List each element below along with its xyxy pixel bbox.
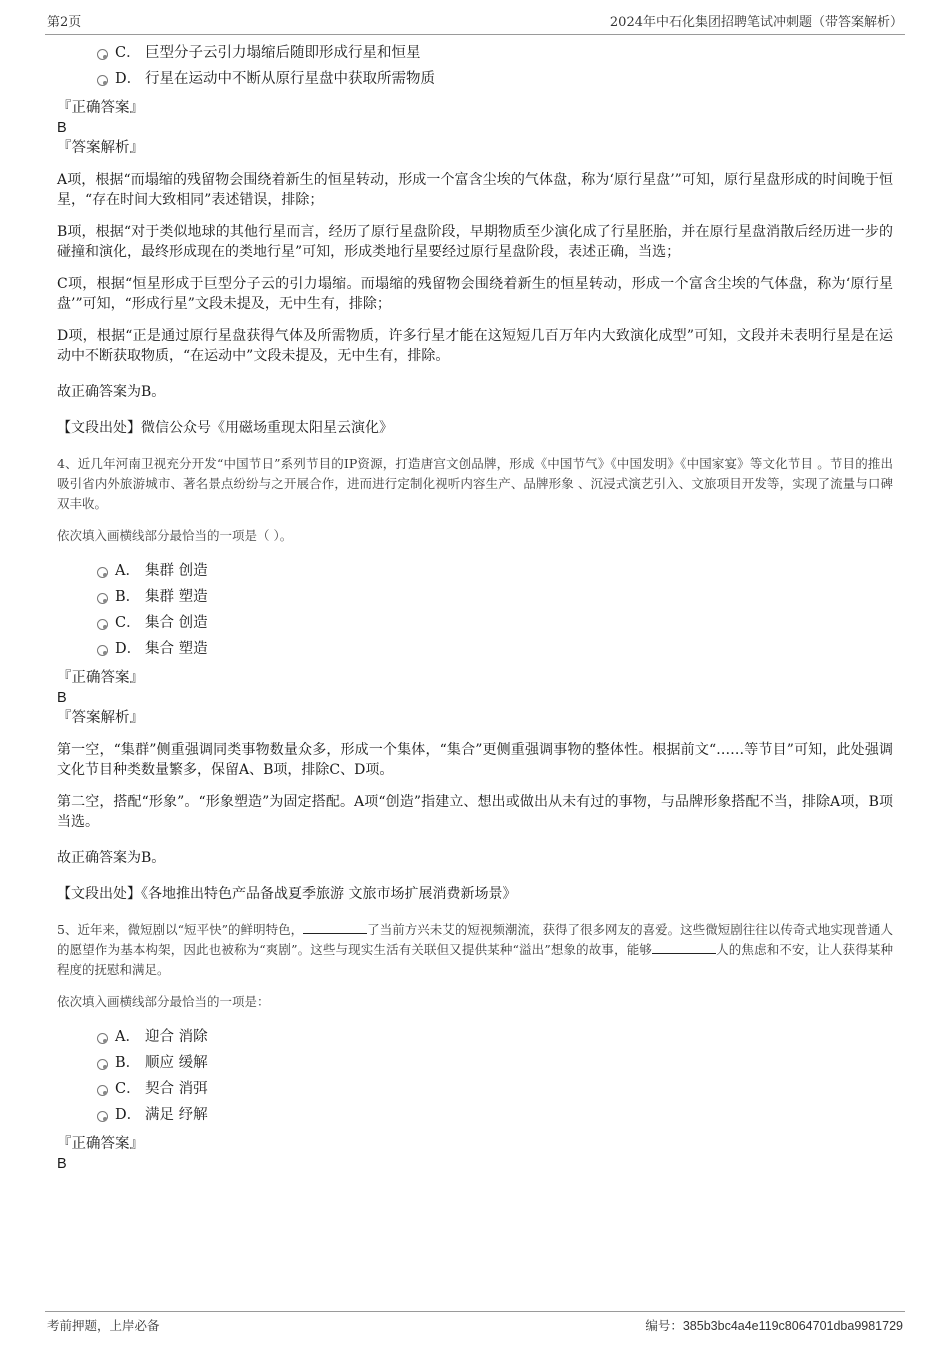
option-text: 巨型分子云引力塌缩后随即形成行星和恒星	[145, 45, 421, 61]
q4-answer: B	[57, 690, 67, 706]
radio-icon[interactable]	[97, 49, 108, 60]
q5-option-c[interactable]	[57, 1076, 893, 1102]
q5-option-d[interactable]	[57, 1102, 893, 1128]
blank-line	[652, 941, 716, 954]
q3-option-c[interactable]	[57, 40, 893, 66]
q3-conclusion: 故正确答案为B。	[57, 384, 166, 400]
option-letter: C．	[115, 45, 141, 61]
q4-prompt: 依次填入画横线部分最恰当的一项是（ ）。	[57, 528, 293, 543]
q4-option-b[interactable]	[57, 584, 893, 610]
option-letter: A．	[115, 563, 140, 579]
q3-analysis-a: A项，根据“而塌缩的残留物会围绕着新生的恒星转动，形成一个富含尘埃的气体盘，称为‘原行星盘’”可知，原行星盘形成的时间晚于恒星，“存在时间大致相同”表述错误，排除；	[57, 172, 893, 208]
option-letter: A．	[115, 1029, 140, 1045]
q5-stem-part3: 人的焦虑和不安，让人获得某种程度的抚慰和满足。	[57, 942, 893, 977]
page-number: 第2页	[47, 15, 82, 30]
document-title: 2024年中石化集团招聘笔试冲刺题（带答案解析）	[609, 15, 903, 30]
option-text: 契合 消弭	[145, 1081, 208, 1097]
q4-option-c[interactable]	[57, 610, 893, 636]
page-header	[45, 14, 905, 35]
q4-source: 【文段出处】《各地推出特色产品备战夏季旅游 文旅市场扩展消费新场景》	[57, 886, 517, 902]
option-letter: C．	[115, 615, 141, 631]
q5-prompt: 依次填入画横线部分最恰当的一项是：	[57, 994, 270, 1009]
code-label: 编号：	[645, 1318, 683, 1333]
page-content	[57, 40, 893, 1174]
q3-analysis-d: D项，根据“正是通过原行星盘获得气体及所需物质，许多行星才能在这短短几百万年内大致演化成型”可知，文段并未表明行星是在运动中不断获取物质，“在运动中”文段未提及，无中生有，排除。	[57, 328, 893, 364]
option-text: 集合 创造	[145, 615, 208, 631]
q4-option-a[interactable]	[57, 558, 893, 584]
option-text: 迎合 消除	[145, 1029, 208, 1045]
q3-answer-label: 『正确答案』	[57, 100, 144, 116]
radio-icon[interactable]	[97, 645, 108, 656]
q5-stem-part1: 5、近年来，微短剧以“短平快”的鲜明特色，	[57, 922, 304, 937]
q3-analysis-b: B项，根据“对于类似地球的其他行星而言，经历了原行星盘阶段，早期物质至少演化成了行星胚胎，并在原行星盘消散后经历进一步的碰撞和演化，最终形成现在的类地行星”可知，形成类地行星要经过原行星盘阶段，表述正确，当选；	[57, 224, 893, 260]
option-letter: C．	[115, 1081, 141, 1097]
footer-slogan: 考前押题，上岸必备	[47, 1318, 160, 1333]
q5-option-a[interactable]	[57, 1024, 893, 1050]
option-letter: B．	[115, 1055, 141, 1071]
radio-icon[interactable]	[97, 1033, 108, 1044]
option-text: 集合 塑造	[145, 641, 208, 657]
q5-stem-part2: 了当前方兴未艾的短视频潮流，获得了很多网友的喜爱。这些微短剧往往以传奇式地实现普通人的愿望作为基本构架，因此也被称为“爽剧”。这些与现实生活有关联但又提供某种“溢出”想象的故事，能够	[57, 922, 893, 957]
q3-answer: B	[57, 120, 67, 136]
option-letter: B．	[115, 589, 141, 605]
option-letter: D．	[115, 1107, 142, 1123]
q5-option-b[interactable]	[57, 1050, 893, 1076]
q4-analysis-label: 『答案解析』	[57, 710, 144, 726]
q4-analysis-2: 第二空，搭配“形象”。“形象塑造”为固定搭配。A项“创造”指建立、想出或做出从未有过的事物，与品牌形象搭配不当，排除A项，B项当选。	[57, 794, 893, 830]
page-footer	[45, 1311, 905, 1338]
q5-options	[57, 1024, 893, 1128]
radio-icon[interactable]	[97, 1085, 108, 1096]
radio-icon[interactable]	[97, 1059, 108, 1070]
radio-icon[interactable]	[97, 1111, 108, 1122]
option-letter: D．	[115, 71, 142, 87]
radio-icon[interactable]	[97, 75, 108, 86]
q4-conclusion: 故正确答案为B。	[57, 850, 166, 866]
radio-icon[interactable]	[97, 619, 108, 630]
q3-option-d[interactable]	[57, 66, 893, 92]
option-text: 满足 纾解	[145, 1107, 208, 1123]
q4-stem: 4、近几年河南卫视充分开发“中国节日”系列节目的IP资源，打造唐宫文创品牌，形成《中国节气》《中国发明》《中国家宴》等文化节目 。节目的推出吸引省内外旅游城市、著名景点纷纷与之开展合作，进而进行定制化视听内容生产、品牌形象 、沉浸式演艺引入、文旅项目开发等，实现了流量与口碑双丰收。	[57, 456, 893, 511]
radio-icon[interactable]	[97, 593, 108, 604]
option-letter: D．	[115, 641, 142, 657]
q3-analysis-c: C项，根据“恒星形成于巨型分子云的引力塌缩。而塌缩的残留物会围绕着新生的恒星转动，形成一个富含尘埃的气体盘，称为‘原行星盘’”可知，“形成行星”文段未提及，无中生有，排除；	[57, 276, 893, 312]
option-text: 行星在运动中不断从原行星盘中获取所需物质	[145, 71, 435, 87]
q3-analysis-label: 『答案解析』	[57, 140, 144, 156]
q3-source: 【文段出处】微信公众号《用磁场重现太阳星云演化》	[57, 420, 393, 436]
code-value: 385b3bc4a4e119c8064701dba9981729	[682, 1319, 903, 1333]
q4-options	[57, 558, 893, 662]
option-text: 顺应 缓解	[145, 1055, 208, 1071]
q5-answer: B	[57, 1156, 67, 1172]
document-code	[645, 1316, 903, 1334]
option-text: 集群 塑造	[145, 589, 208, 605]
q4-analysis-1: 第一空，“集群”侧重强调同类事物数量众多，形成一个集体，“集合”更侧重强调事物的整体性。根据前文“……等节目”可知，此处强调文化节目种类数量繁多，保留A、B项，排除C、D项。	[57, 742, 893, 778]
q3-options	[57, 40, 893, 92]
q5-stem	[57, 920, 893, 980]
option-text: 集群 创造	[145, 563, 208, 579]
q4-answer-label: 『正确答案』	[57, 670, 144, 686]
q4-option-d[interactable]	[57, 636, 893, 662]
radio-icon[interactable]	[97, 567, 108, 578]
blank-line	[303, 921, 367, 934]
q5-answer-label: 『正确答案』	[57, 1136, 144, 1152]
